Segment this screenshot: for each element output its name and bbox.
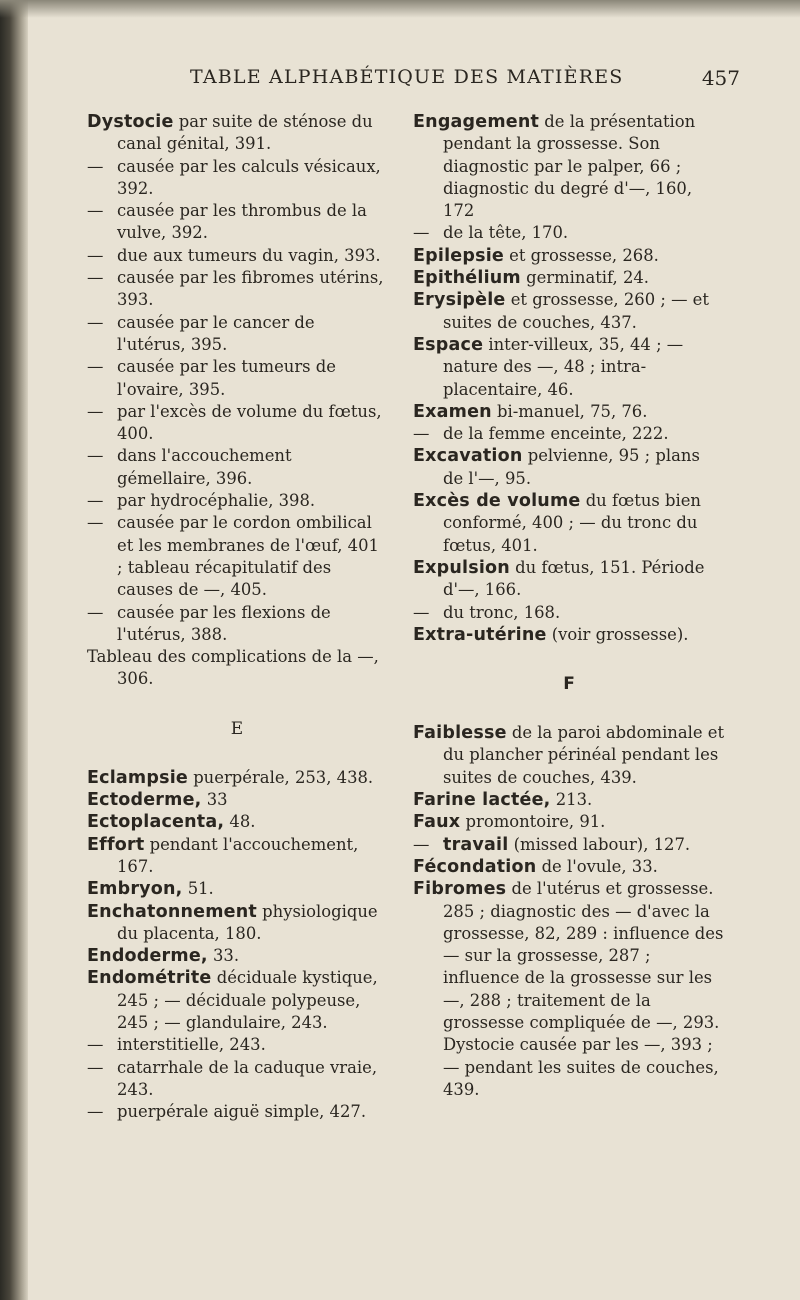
- entry-text: puerpérale aiguë simple, 427.: [117, 1102, 367, 1122]
- index-column-right: [413, 111, 725, 1101]
- entry-headword: Extra-utérine: [413, 624, 547, 645]
- entry-text: et grossesse, 260 ; — et suites de couches, 437.: [443, 290, 709, 332]
- entry-dash: —: [87, 446, 104, 466]
- entry-text: 213.: [550, 790, 593, 810]
- index-entry: [87, 356, 387, 401]
- entry-text: inter-villeux, 35, 44 ; — nature des —, 48 ; intra-placentaire, 46.: [443, 334, 684, 399]
- entry-text: causée par les calculs vésicaux, 392.: [117, 156, 381, 198]
- entry-dash: —: [87, 201, 104, 221]
- index-entry: [87, 156, 387, 201]
- entry-text: 33.: [207, 946, 240, 966]
- entry-headword: Faux: [413, 812, 461, 833]
- index-entry: [413, 789, 725, 811]
- entry-text: dans l'accouchement gémellaire, 396.: [117, 446, 292, 488]
- entry-headword: Ectoderme,: [87, 790, 202, 811]
- entry-headword: Enchatonnement: [87, 901, 257, 922]
- entry-text: (voir grossesse).: [546, 624, 689, 644]
- entry-headword: Fibromes: [413, 879, 507, 900]
- entry-text: de la paroi abdominale et du plancher périnéal pendant les suites de couches, 439.: [443, 723, 725, 787]
- index-entry: [87, 1057, 387, 1102]
- index-entry: [413, 834, 725, 856]
- index-entry: [413, 856, 725, 878]
- index-entry: [87, 1034, 387, 1056]
- running-title: TABLE ALPHABÉTIQUE DES MATIÈRES: [190, 66, 624, 88]
- entry-text: puerpérale, 253, 438.: [187, 767, 374, 787]
- index-entry: [413, 722, 725, 789]
- entry-headword: Expulsion: [413, 557, 510, 578]
- entry-headword: Dystocie: [87, 112, 174, 132]
- index-group-f: [413, 722, 725, 1101]
- index-entry: [87, 401, 387, 446]
- page-number: 457: [701, 66, 740, 90]
- entry-dash: —: [87, 245, 104, 265]
- entry-headword: Ectoplacenta,: [87, 812, 225, 833]
- entry-dash: —: [413, 223, 430, 243]
- index-entry: [413, 245, 725, 267]
- entry-text: pendant l'accouchement, 167.: [117, 834, 359, 876]
- entry-headword: Excès de volume: [413, 491, 581, 512]
- entry-dash: —: [87, 1035, 104, 1055]
- entry-dash: —: [87, 156, 104, 176]
- entry-text: catarrhale de la caduque vraie, 243.: [117, 1057, 378, 1099]
- entry-text: 33: [201, 790, 228, 810]
- entry-text: causée par les fibromes utérins, 393.: [117, 268, 384, 310]
- entry-headword: travail: [443, 834, 509, 855]
- index-group-e-cont: [413, 111, 725, 646]
- entry-headword: Farine lactée,: [413, 790, 551, 811]
- entry-text: du fœtus, 151. Période d'—, 166.: [443, 557, 705, 600]
- entry-text: de l'utérus et grossesse. 285 ; diagnostic des — d'avec la grossesse, 82, 289 : influence des — sur la grossesse, 287 ; influence de la grossesse sur les —, 288 ; traitement de la grossesse compliquée de —, 293. Dystocie causée par les —, 393 ; — pendant les suites de couches, 439.: [443, 879, 724, 1099]
- entry-text: causée par les thrombus de la vulve, 392.: [117, 201, 367, 243]
- index-entry: [87, 512, 387, 601]
- index-entry: [413, 222, 725, 244]
- entry-text: déciduale kystique, 245 ; — déciduale polypeuse, 245 ; — glandulaire, 243.: [117, 968, 378, 1032]
- entry-text: et grossesse, 268.: [503, 245, 659, 265]
- entry-dash: —: [87, 268, 104, 288]
- entry-text: 51.: [182, 879, 214, 899]
- entry-text: 48.: [224, 812, 256, 832]
- index-entry: [87, 245, 387, 267]
- index-entry: [413, 878, 725, 1101]
- entry-text: causée par les flexions de l'utérus, 388.: [117, 602, 331, 644]
- index-entry: [87, 967, 387, 1034]
- entry-headword: Faiblesse: [413, 723, 507, 744]
- page-top-shadow: [0, 0, 800, 18]
- index-entry: [87, 267, 387, 312]
- entry-text: germinatif, 24.: [520, 268, 650, 288]
- entry-headword: Examen: [413, 401, 492, 422]
- section-letter-e: E: [230, 718, 244, 739]
- entry-text: de la tête, 170.: [443, 223, 569, 243]
- index-entry: [87, 945, 387, 967]
- entry-text: bi-manuel, 75, 76.: [491, 401, 648, 421]
- page-header: [190, 66, 740, 96]
- entry-text: due aux tumeurs du vagin, 393.: [117, 245, 381, 265]
- entry-dash: —: [87, 312, 104, 332]
- index-entry: [87, 490, 387, 512]
- entry-dash: —: [87, 401, 104, 421]
- book-binding-shadow: [0, 0, 28, 1300]
- index-entry: [413, 602, 725, 624]
- index-entry: [413, 334, 725, 401]
- entry-text: de l'ovule, 33.: [536, 856, 658, 876]
- index-entry: [413, 267, 725, 289]
- entry-text: de la femme enceinte, 222.: [443, 424, 669, 444]
- entry-headword: Epilepsie: [413, 245, 504, 266]
- index-entry: [413, 624, 725, 646]
- index-entry: [413, 490, 725, 557]
- entry-text: Tableau des complications de la —, 306.: [87, 647, 379, 689]
- index-entry: [87, 602, 387, 647]
- entry-headword: Fécondation: [413, 856, 537, 877]
- index-column-left: [87, 111, 387, 1123]
- entry-headword: Excavation: [413, 446, 523, 467]
- index-entry: [87, 646, 387, 691]
- index-entry: [87, 878, 387, 900]
- entry-dash: —: [87, 602, 104, 622]
- index-entry: [413, 423, 725, 445]
- index-entry: [87, 767, 387, 789]
- entry-headword: Engagement: [413, 112, 540, 132]
- index-entry: [87, 1101, 387, 1123]
- index-entry: [87, 834, 387, 879]
- entry-text: causée par les tumeurs de l'ovaire, 395.: [117, 357, 336, 399]
- entry-dash: —: [87, 1102, 104, 1122]
- index-entry: [413, 811, 725, 833]
- entry-text: causée par le cancer de l'utérus, 395.: [117, 312, 315, 354]
- entry-text: par hydrocéphalie, 398.: [117, 491, 316, 511]
- index-entry: [87, 200, 387, 245]
- index-entry: [413, 111, 725, 222]
- index-group-d: [87, 111, 387, 691]
- entry-text: physiologique du placenta, 180.: [117, 901, 378, 943]
- index-entry: [87, 789, 387, 811]
- entry-text: promontoire, 91.: [460, 812, 606, 832]
- entry-headword: Embryon,: [87, 879, 183, 900]
- index-entry: [413, 401, 725, 423]
- index-entry: [87, 901, 387, 946]
- entry-headword: Epithélium: [413, 268, 521, 289]
- index-entry: [87, 445, 387, 490]
- entry-text: du fœtus bien conformé, 400 ; — du tronc du fœtus, 401.: [443, 491, 701, 555]
- entry-dash: —: [87, 491, 104, 511]
- entry-dash: —: [413, 834, 430, 854]
- entry-headword: Endoderme,: [87, 946, 208, 967]
- entry-dash: —: [87, 513, 104, 533]
- entry-text: du tronc, 168.: [443, 602, 561, 622]
- section-letter-f: F: [563, 674, 575, 695]
- entry-text: (missed labour), 127.: [508, 834, 691, 854]
- entry-headword: Eclampsie: [87, 767, 188, 788]
- entry-text: pelvienne, 95 ; plans de l'—, 95.: [443, 446, 700, 488]
- index-entry: [413, 289, 725, 334]
- entry-text: par suite de sténose du canal génital, 391.: [117, 112, 373, 154]
- index-entry: [87, 111, 387, 156]
- entry-headword: Espace: [413, 334, 484, 355]
- entry-text: causée par le cordon ombilical et les membranes de l'œuf, 401 ; tableau récapitulatif des causes de —, 405.: [117, 513, 379, 600]
- entry-dash: —: [413, 602, 430, 622]
- index-entry: [87, 811, 387, 833]
- entry-text: interstitielle, 243.: [117, 1035, 266, 1055]
- entry-headword: Erysipèle: [413, 290, 506, 311]
- entry-dash: —: [87, 1057, 104, 1077]
- entry-text: par l'excès de volume du fœtus, 400.: [117, 401, 382, 444]
- index-entry: [87, 312, 387, 357]
- index-entry: [413, 445, 725, 490]
- entry-dash: —: [413, 424, 430, 444]
- entry-dash: —: [87, 357, 104, 377]
- index-entry: [413, 557, 725, 602]
- entry-text: de la présentation pendant la grossesse. Son diagnostic par le palper, 66 ; diagnostic du degré d'—, 160, 172: [443, 112, 696, 221]
- entry-headword: Endométrite: [87, 968, 212, 989]
- entry-headword: Effort: [87, 834, 145, 855]
- index-group-e: [87, 767, 387, 1124]
